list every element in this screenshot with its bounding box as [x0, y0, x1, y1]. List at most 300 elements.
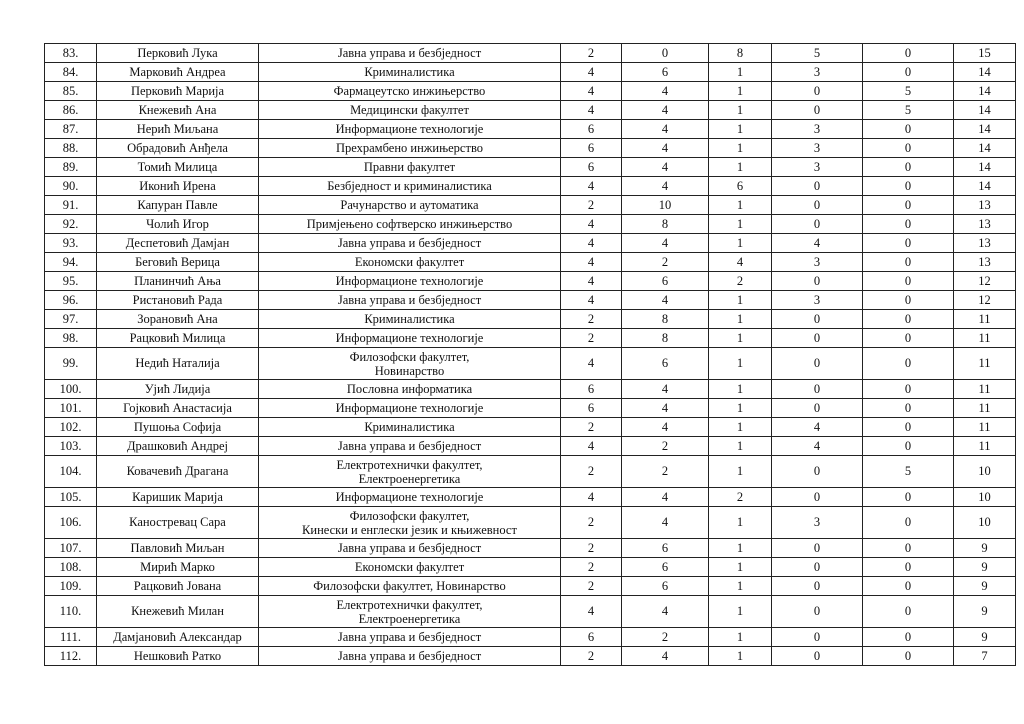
score-3-cell: 1 [709, 539, 772, 558]
score-1-cell: 6 [561, 139, 622, 158]
score-2-cell: 4 [622, 234, 709, 253]
row-number-cell: 86. [45, 101, 97, 120]
score-2-cell: 4 [622, 647, 709, 666]
score-5-cell: 0 [863, 329, 954, 348]
row-number-cell: 104. [45, 456, 97, 488]
score-1-cell: 4 [561, 101, 622, 120]
total-points-cell: 14 [954, 120, 1016, 139]
score-4-cell: 0 [772, 196, 863, 215]
score-2-cell: 4 [622, 139, 709, 158]
faculty-line-1: Филозофски факултет, [349, 349, 470, 364]
total-points-cell: 9 [954, 577, 1016, 596]
score-3-cell: 1 [709, 101, 772, 120]
student-name-cell: Марковић Андреа [97, 63, 259, 82]
student-name-cell: Беговић Верица [97, 253, 259, 272]
table-row [45, 158, 1016, 177]
score-5-cell: 0 [863, 488, 954, 507]
table-row [45, 488, 1016, 507]
faculty-cell: Криминалистика [259, 310, 561, 329]
student-name-cell: Гојковић Анастасија [97, 399, 259, 418]
score-1-cell: 2 [561, 329, 622, 348]
score-1-cell: 4 [561, 596, 622, 628]
total-points-cell: 13 [954, 215, 1016, 234]
faculty-cell: Пословна информатика [259, 380, 561, 399]
score-2-cell: 4 [622, 291, 709, 310]
score-1-cell: 4 [561, 63, 622, 82]
score-2-cell: 4 [622, 158, 709, 177]
score-4-cell: 3 [772, 120, 863, 139]
student-name-cell: Дамјановић Александар [97, 628, 259, 647]
total-points-cell: 9 [954, 539, 1016, 558]
score-1-cell: 6 [561, 380, 622, 399]
student-name-cell: Иконић Ирена [97, 177, 259, 196]
faculty-cell: Криминалистика [259, 63, 561, 82]
score-5-cell: 0 [863, 437, 954, 456]
student-name-cell: Кнежевић Милан [97, 596, 259, 628]
table-row [45, 82, 1016, 101]
student-name-cell: Томић Милица [97, 158, 259, 177]
score-5-cell: 0 [863, 348, 954, 380]
faculty-cell [259, 507, 561, 539]
score-3-cell: 1 [709, 63, 772, 82]
score-4-cell: 0 [772, 558, 863, 577]
table-row [45, 234, 1016, 253]
score-1-cell: 2 [561, 196, 622, 215]
row-number-cell: 107. [45, 539, 97, 558]
score-5-cell: 0 [863, 196, 954, 215]
total-points-cell: 9 [954, 558, 1016, 577]
row-number-cell: 97. [45, 310, 97, 329]
score-1-cell: 2 [561, 418, 622, 437]
score-2-cell: 4 [622, 418, 709, 437]
score-5-cell: 5 [863, 82, 954, 101]
faculty-cell [259, 596, 561, 628]
table-row [45, 196, 1016, 215]
score-1-cell: 4 [561, 348, 622, 380]
table-row [45, 577, 1016, 596]
table-row [45, 418, 1016, 437]
faculty-cell: Јавна управа и безбједност [259, 539, 561, 558]
score-4-cell: 0 [772, 577, 863, 596]
score-5-cell: 5 [863, 456, 954, 488]
total-points-cell: 11 [954, 399, 1016, 418]
row-number-cell: 112. [45, 647, 97, 666]
faculty-cell: Информационе технологије [259, 120, 561, 139]
score-4-cell: 0 [772, 399, 863, 418]
table-row [45, 177, 1016, 196]
score-4-cell: 3 [772, 158, 863, 177]
row-number-cell: 95. [45, 272, 97, 291]
student-name-cell: Каришик Марија [97, 488, 259, 507]
score-2-cell: 4 [622, 488, 709, 507]
student-name-cell: Ковачевић Драгана [97, 456, 259, 488]
score-3-cell: 1 [709, 380, 772, 399]
total-points-cell: 14 [954, 139, 1016, 158]
score-2-cell: 4 [622, 82, 709, 101]
score-2-cell: 6 [622, 63, 709, 82]
score-4-cell: 3 [772, 253, 863, 272]
score-1-cell: 2 [561, 44, 622, 63]
faculty-line-2: Електроенергетика [358, 471, 461, 486]
score-1-cell: 6 [561, 628, 622, 647]
score-1-cell: 4 [561, 253, 622, 272]
total-points-cell: 12 [954, 291, 1016, 310]
table-row [45, 456, 1016, 488]
table-row [45, 101, 1016, 120]
score-4-cell: 5 [772, 44, 863, 63]
score-3-cell: 1 [709, 647, 772, 666]
row-number-cell: 87. [45, 120, 97, 139]
score-3-cell: 6 [709, 177, 772, 196]
score-2-cell: 4 [622, 120, 709, 139]
row-number-cell: 83. [45, 44, 97, 63]
score-3-cell: 8 [709, 44, 772, 63]
score-1-cell: 4 [561, 215, 622, 234]
score-4-cell: 0 [772, 647, 863, 666]
score-3-cell: 1 [709, 399, 772, 418]
student-name-cell: Рацковић Милица [97, 329, 259, 348]
faculty-cell: Безбједност и криминалистика [259, 177, 561, 196]
score-5-cell: 0 [863, 234, 954, 253]
score-5-cell: 0 [863, 310, 954, 329]
score-5-cell: 0 [863, 120, 954, 139]
table-row [45, 120, 1016, 139]
row-number-cell: 110. [45, 596, 97, 628]
table-row [45, 647, 1016, 666]
student-name-cell: Драшковић Андреј [97, 437, 259, 456]
table-row [45, 348, 1016, 380]
total-points-cell: 7 [954, 647, 1016, 666]
score-3-cell: 1 [709, 82, 772, 101]
row-number-cell: 88. [45, 139, 97, 158]
results-table [44, 43, 1016, 666]
row-number-cell: 101. [45, 399, 97, 418]
total-points-cell: 12 [954, 272, 1016, 291]
faculty-cell: Економски факултет [259, 558, 561, 577]
score-5-cell: 0 [863, 628, 954, 647]
faculty-cell: Јавна управа и безбједност [259, 628, 561, 647]
faculty-cell: Јавна управа и безбједност [259, 234, 561, 253]
student-name-cell: Капуран Павле [97, 196, 259, 215]
score-4-cell: 0 [772, 456, 863, 488]
faculty-cell: Јавна управа и безбједност [259, 437, 561, 456]
total-points-cell: 9 [954, 628, 1016, 647]
faculty-line-2: Електроенергетика [358, 611, 461, 626]
table-row [45, 558, 1016, 577]
student-name-cell: Зорановић Ана [97, 310, 259, 329]
score-4-cell: 0 [772, 177, 863, 196]
faculty-cell: Јавна управа и безбједност [259, 647, 561, 666]
row-number-cell: 102. [45, 418, 97, 437]
total-points-cell: 14 [954, 158, 1016, 177]
score-3-cell: 1 [709, 596, 772, 628]
score-3-cell: 1 [709, 437, 772, 456]
row-number-cell: 106. [45, 507, 97, 539]
score-2-cell: 2 [622, 253, 709, 272]
row-number-cell: 89. [45, 158, 97, 177]
score-2-cell: 4 [622, 101, 709, 120]
score-5-cell: 0 [863, 63, 954, 82]
score-4-cell: 3 [772, 63, 863, 82]
faculty-cell: Рачунарство и аутоматика [259, 196, 561, 215]
total-points-cell: 10 [954, 507, 1016, 539]
table-row [45, 63, 1016, 82]
score-3-cell: 2 [709, 272, 772, 291]
score-5-cell: 0 [863, 596, 954, 628]
score-4-cell: 0 [772, 488, 863, 507]
faculty-cell: Фармацеутско инжињерство [259, 82, 561, 101]
faculty-line-2: Новинарство [374, 363, 445, 378]
score-3-cell: 1 [709, 558, 772, 577]
score-1-cell: 6 [561, 120, 622, 139]
score-4-cell: 0 [772, 310, 863, 329]
row-number-cell: 100. [45, 380, 97, 399]
score-3-cell: 1 [709, 348, 772, 380]
student-name-cell: Деспетовић Дамјан [97, 234, 259, 253]
row-number-cell: 109. [45, 577, 97, 596]
score-1-cell: 2 [561, 539, 622, 558]
score-5-cell: 0 [863, 558, 954, 577]
student-name-cell: Павловић Миљан [97, 539, 259, 558]
score-5-cell: 0 [863, 647, 954, 666]
table-row [45, 291, 1016, 310]
total-points-cell: 10 [954, 456, 1016, 488]
score-2-cell: 6 [622, 577, 709, 596]
score-1-cell: 2 [561, 507, 622, 539]
score-3-cell: 1 [709, 628, 772, 647]
score-3-cell: 1 [709, 577, 772, 596]
score-4-cell: 3 [772, 291, 863, 310]
row-number-cell: 105. [45, 488, 97, 507]
faculty-cell: Примјењено софтверско инжињерство [259, 215, 561, 234]
score-5-cell: 5 [863, 101, 954, 120]
faculty-cell [259, 456, 561, 488]
score-3-cell: 1 [709, 120, 772, 139]
score-3-cell: 1 [709, 158, 772, 177]
score-5-cell: 0 [863, 158, 954, 177]
score-1-cell: 2 [561, 577, 622, 596]
row-number-cell: 99. [45, 348, 97, 380]
student-name-cell: Мирић Марко [97, 558, 259, 577]
faculty-cell: Медицински факултет [259, 101, 561, 120]
score-2-cell: 8 [622, 215, 709, 234]
row-number-cell: 94. [45, 253, 97, 272]
table-row [45, 329, 1016, 348]
score-1-cell: 2 [561, 456, 622, 488]
score-4-cell: 4 [772, 418, 863, 437]
score-2-cell: 8 [622, 329, 709, 348]
row-number-cell: 92. [45, 215, 97, 234]
student-name-cell: Чолић Игор [97, 215, 259, 234]
score-5-cell: 0 [863, 44, 954, 63]
score-1-cell: 4 [561, 437, 622, 456]
total-points-cell: 11 [954, 329, 1016, 348]
score-1-cell: 6 [561, 158, 622, 177]
score-4-cell: 0 [772, 101, 863, 120]
score-5-cell: 0 [863, 177, 954, 196]
total-points-cell: 14 [954, 177, 1016, 196]
table-row [45, 437, 1016, 456]
faculty-cell: Јавна управа и безбједност [259, 44, 561, 63]
row-number-cell: 103. [45, 437, 97, 456]
faculty-cell: Економски факултет [259, 253, 561, 272]
row-number-cell: 85. [45, 82, 97, 101]
table-row [45, 272, 1016, 291]
total-points-cell: 14 [954, 82, 1016, 101]
score-4-cell: 0 [772, 215, 863, 234]
score-2-cell: 2 [622, 437, 709, 456]
total-points-cell: 15 [954, 44, 1016, 63]
table-body [45, 44, 1016, 666]
score-2-cell: 10 [622, 196, 709, 215]
score-5-cell: 0 [863, 380, 954, 399]
score-2-cell: 4 [622, 399, 709, 418]
total-points-cell: 11 [954, 310, 1016, 329]
score-3-cell: 1 [709, 456, 772, 488]
student-name-cell: Каностревац Сара [97, 507, 259, 539]
student-name-cell: Нерић Миљана [97, 120, 259, 139]
total-points-cell: 11 [954, 380, 1016, 399]
faculty-line-2: Кинески и енглески језик и књижевност [302, 522, 517, 537]
total-points-cell: 13 [954, 234, 1016, 253]
score-5-cell: 0 [863, 577, 954, 596]
faculty-cell: Информационе технологије [259, 399, 561, 418]
score-5-cell: 0 [863, 215, 954, 234]
faculty-cell [259, 348, 561, 380]
score-4-cell: 0 [772, 596, 863, 628]
score-4-cell: 0 [772, 329, 863, 348]
student-name-cell: Рацковић Јована [97, 577, 259, 596]
table-row [45, 253, 1016, 272]
table-row [45, 44, 1016, 63]
total-points-cell: 11 [954, 437, 1016, 456]
score-1-cell: 2 [561, 647, 622, 666]
faculty-cell: Информационе технологије [259, 488, 561, 507]
faculty-line-1: Филозофски факултет, [349, 508, 470, 523]
score-4-cell: 4 [772, 234, 863, 253]
row-number-cell: 93. [45, 234, 97, 253]
score-1-cell: 4 [561, 272, 622, 291]
student-name-cell: Ујић Лидија [97, 380, 259, 399]
score-2-cell: 4 [622, 177, 709, 196]
score-1-cell: 4 [561, 177, 622, 196]
score-3-cell: 2 [709, 488, 772, 507]
score-1-cell: 6 [561, 399, 622, 418]
row-number-cell: 84. [45, 63, 97, 82]
score-2-cell: 8 [622, 310, 709, 329]
row-number-cell: 111. [45, 628, 97, 647]
score-4-cell: 3 [772, 139, 863, 158]
score-1-cell: 4 [561, 488, 622, 507]
score-4-cell: 4 [772, 437, 863, 456]
total-points-cell: 11 [954, 418, 1016, 437]
score-3-cell: 1 [709, 139, 772, 158]
row-number-cell: 91. [45, 196, 97, 215]
total-points-cell: 11 [954, 348, 1016, 380]
score-3-cell: 1 [709, 329, 772, 348]
score-4-cell: 0 [772, 272, 863, 291]
score-2-cell: 6 [622, 272, 709, 291]
faculty-cell: Филозофски факултет, Новинарство [259, 577, 561, 596]
score-2-cell: 4 [622, 380, 709, 399]
score-1-cell: 4 [561, 234, 622, 253]
table-row [45, 215, 1016, 234]
score-2-cell: 6 [622, 558, 709, 577]
student-name-cell: Недић Наталија [97, 348, 259, 380]
score-5-cell: 0 [863, 272, 954, 291]
score-1-cell: 4 [561, 291, 622, 310]
table-row [45, 139, 1016, 158]
student-name-cell: Планинчић Ања [97, 272, 259, 291]
score-2-cell: 4 [622, 507, 709, 539]
student-name-cell: Пушоња Софија [97, 418, 259, 437]
score-3-cell: 1 [709, 215, 772, 234]
total-points-cell: 14 [954, 101, 1016, 120]
faculty-line-1: Електротехнички факултет, [336, 597, 483, 612]
total-points-cell: 10 [954, 488, 1016, 507]
score-2-cell: 6 [622, 539, 709, 558]
score-3-cell: 1 [709, 418, 772, 437]
score-5-cell: 0 [863, 507, 954, 539]
table-row [45, 399, 1016, 418]
table-row [45, 507, 1016, 539]
score-3-cell: 1 [709, 507, 772, 539]
table-row [45, 596, 1016, 628]
table-row [45, 539, 1016, 558]
score-5-cell: 0 [863, 539, 954, 558]
faculty-cell: Криминалистика [259, 418, 561, 437]
student-name-cell: Перковић Марија [97, 82, 259, 101]
student-name-cell: Обрадовић Анђела [97, 139, 259, 158]
score-3-cell: 1 [709, 196, 772, 215]
score-2-cell: 6 [622, 348, 709, 380]
faculty-line-1: Електротехнички факултет, [336, 457, 483, 472]
total-points-cell: 14 [954, 63, 1016, 82]
table-row [45, 310, 1016, 329]
row-number-cell: 96. [45, 291, 97, 310]
score-4-cell: 0 [772, 628, 863, 647]
row-number-cell: 90. [45, 177, 97, 196]
score-2-cell: 0 [622, 44, 709, 63]
total-points-cell: 9 [954, 596, 1016, 628]
score-2-cell: 2 [622, 628, 709, 647]
faculty-cell: Информационе технологије [259, 329, 561, 348]
score-5-cell: 0 [863, 253, 954, 272]
total-points-cell: 13 [954, 253, 1016, 272]
score-5-cell: 0 [863, 418, 954, 437]
total-points-cell: 13 [954, 196, 1016, 215]
row-number-cell: 98. [45, 329, 97, 348]
table-row [45, 628, 1016, 647]
score-5-cell: 0 [863, 291, 954, 310]
score-4-cell: 0 [772, 348, 863, 380]
student-name-cell: Кнежевић Ана [97, 101, 259, 120]
score-5-cell: 0 [863, 139, 954, 158]
student-name-cell: Нешковић Ратко [97, 647, 259, 666]
student-name-cell: Ристановић Рада [97, 291, 259, 310]
score-3-cell: 1 [709, 234, 772, 253]
score-1-cell: 4 [561, 82, 622, 101]
score-4-cell: 0 [772, 539, 863, 558]
score-4-cell: 3 [772, 507, 863, 539]
score-2-cell: 2 [622, 456, 709, 488]
faculty-cell: Информационе технологије [259, 272, 561, 291]
student-name-cell: Перковић Лука [97, 44, 259, 63]
score-3-cell: 1 [709, 291, 772, 310]
score-1-cell: 2 [561, 558, 622, 577]
score-4-cell: 0 [772, 380, 863, 399]
table-row [45, 380, 1016, 399]
